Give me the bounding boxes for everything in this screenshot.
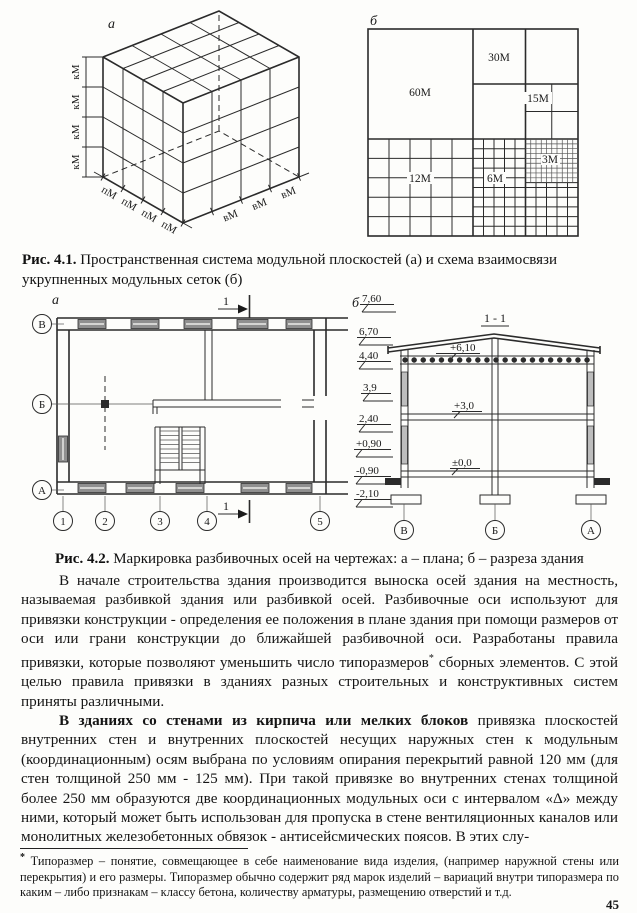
axis-bubble-b: Б bbox=[38, 399, 46, 411]
plan-col-axes bbox=[54, 496, 330, 531]
figure-4-2-caption-text: Маркировка разбивочных осей на чертежах: а – плана; б – разреза здания bbox=[109, 551, 584, 567]
figure-4-1-a-isometric-modular-planes bbox=[20, 10, 344, 246]
elev-7-60: 7,60 bbox=[362, 293, 382, 305]
grid-label-30m: 30М bbox=[488, 52, 510, 64]
elev-3-9: 3,9 bbox=[363, 382, 377, 394]
footnote-marker: * bbox=[20, 852, 25, 863]
axis-label-pm: пМ bbox=[159, 218, 179, 237]
section-title: 1 - 1 bbox=[484, 311, 506, 325]
axis-label-km: кМ bbox=[70, 94, 82, 110]
paragraph-1-text: В начале строительства здания производится выноска осей здания на местность, называемая разбивкой здания или разбивкой осей. Разбивочные оси используют для привязки конструкции - определения ее положения в плане здания при помощи размеров от оси или грани конструкции до ближайшей разбивочной оси. Разработаны правила привязки, которые позволяют уменьшить число типоразмеров bbox=[21, 572, 618, 671]
elev-6-70: 6,70 bbox=[359, 326, 379, 338]
footnote-text: Типоразмер – понятие, совмещающее в себе наименование вида изделия, (например наружной стены или перекрытия) и его размеры. Типоразмер обычно содержит ряд марок изделий – вариаций внутри типоразмера по каким – либо признакам – классу бетона, количеству арматуры, размещению отверстий и т.д. bbox=[20, 854, 619, 899]
elev-plus-minus-0-0: ±0,0 bbox=[452, 457, 472, 469]
grid-label-15m: 15М bbox=[527, 93, 549, 105]
paragraph-2-lead: В зданиях со стенами из кирпича или мелких блоков bbox=[59, 711, 469, 729]
figure-4-2-caption bbox=[55, 549, 615, 569]
section-structure bbox=[385, 334, 610, 504]
axis-label-pm: пМ bbox=[99, 183, 119, 203]
paragraph-1 bbox=[21, 571, 618, 711]
figure-4-1-caption-label: Рис. 4.1. bbox=[22, 252, 77, 268]
plan-row-axes bbox=[33, 315, 65, 500]
figure-4-2-a-building-plan bbox=[16, 292, 352, 538]
paragraph-2 bbox=[21, 711, 618, 847]
elev-plus-3-0: +3,0 bbox=[454, 400, 474, 412]
figure-4-1-caption bbox=[22, 250, 616, 290]
body-text bbox=[21, 571, 618, 847]
axis-bubble-a: А bbox=[587, 525, 595, 537]
axis-bubble-v: В bbox=[400, 525, 408, 537]
elev-minus-2-10: -2,10 bbox=[356, 488, 379, 500]
elev-minus-0-90: -0,90 bbox=[356, 465, 379, 477]
plan-stairs bbox=[155, 427, 205, 484]
axis-label-km: кМ bbox=[70, 64, 82, 80]
elev-plus-6-10: +6,10 bbox=[450, 342, 476, 354]
axis-label-pm: пМ bbox=[119, 195, 139, 214]
grid-label-60m: 60М bbox=[409, 87, 431, 99]
section-bottom-axes bbox=[395, 504, 601, 540]
section-cut-label: 1 bbox=[223, 294, 229, 308]
grid-label-12m: 12М bbox=[409, 173, 431, 185]
paragraph-2-text: привязка плоскостей внутренних стен и внутренних плоскостей несущих наружных стен к модульным (координационным) осям выбрана по условиям опирания перекрытий равной 120 мм (для стен толщиной 250 мм - 125 мм). При такой привязке во внутренних стенах толщиной более 250 мм образуются две координационных модульных оси с интервалом «Δ» между ними, который может быть использован для пропуска в стене вентиляционных каналов или монолитных железобетонных обвязок - антисейсмических поясов. В этих слу- bbox=[21, 711, 618, 846]
figure-4-1-caption-text: Пространственная система модульной плоскостей (а) и схема взаимосвязи укрупненных модульных сеток (б) bbox=[22, 252, 558, 288]
grid-label-6m: 6М bbox=[487, 173, 503, 185]
axis-label-vm: вМ bbox=[250, 196, 269, 213]
section-elevation-marks bbox=[354, 293, 396, 507]
fig41b-sublabel: б bbox=[370, 14, 378, 29]
figure-4-2-b-building-section bbox=[344, 288, 637, 544]
axis-label-pm: пМ bbox=[139, 206, 159, 226]
iso-bottom-right-scale bbox=[211, 173, 310, 224]
modular-grid-lines bbox=[368, 29, 578, 236]
fig42b-sublabel: б bbox=[352, 296, 360, 311]
figure-4-1-b-modular-grids-scheme bbox=[364, 14, 586, 242]
axis-bubble-2: 2 bbox=[102, 516, 108, 528]
plan-windows bbox=[59, 320, 313, 493]
iso-cube-grid bbox=[103, 11, 299, 226]
figure-4-2-caption-label: Рис. 4.2. bbox=[55, 551, 110, 567]
elev-4-40: 4,40 bbox=[359, 350, 379, 362]
axis-label-vm: вМ bbox=[221, 207, 240, 225]
axis-bubble-a: А bbox=[38, 485, 46, 497]
axis-label-km: кМ bbox=[70, 124, 82, 140]
footnote bbox=[20, 850, 619, 900]
axis-label-km: кМ bbox=[70, 154, 82, 170]
page-number: 45 bbox=[606, 897, 619, 912]
elev-plus-0-90: +0,90 bbox=[356, 438, 382, 450]
paragraph-1-text-cont: сборных элементов. С этой целью правила привязки в зданиях разных строительных и конструктивных систем приняты различными. bbox=[21, 653, 618, 710]
axis-bubble-4: 4 bbox=[204, 516, 210, 528]
grid-label-3m: 3М bbox=[542, 154, 558, 166]
axis-label-vm: вМ bbox=[279, 184, 298, 202]
fig41a-sublabel: а bbox=[108, 17, 115, 32]
plan-walls bbox=[57, 318, 348, 494]
axis-bubble-5: 5 bbox=[317, 516, 323, 528]
footnote-reference: * bbox=[428, 652, 434, 664]
elev-2-40: 2,40 bbox=[359, 413, 379, 425]
axis-bubble-1: 1 bbox=[60, 516, 66, 528]
footnote-rule bbox=[20, 848, 248, 849]
axis-bubble-v: В bbox=[38, 319, 46, 331]
fig42a-sublabel: а bbox=[52, 293, 59, 308]
axis-bubble-b: Б bbox=[491, 525, 499, 537]
section-cut-label: 1 bbox=[223, 499, 229, 513]
iso-vertical-scale bbox=[70, 57, 103, 177]
axis-bubble-3: 3 bbox=[157, 516, 163, 528]
